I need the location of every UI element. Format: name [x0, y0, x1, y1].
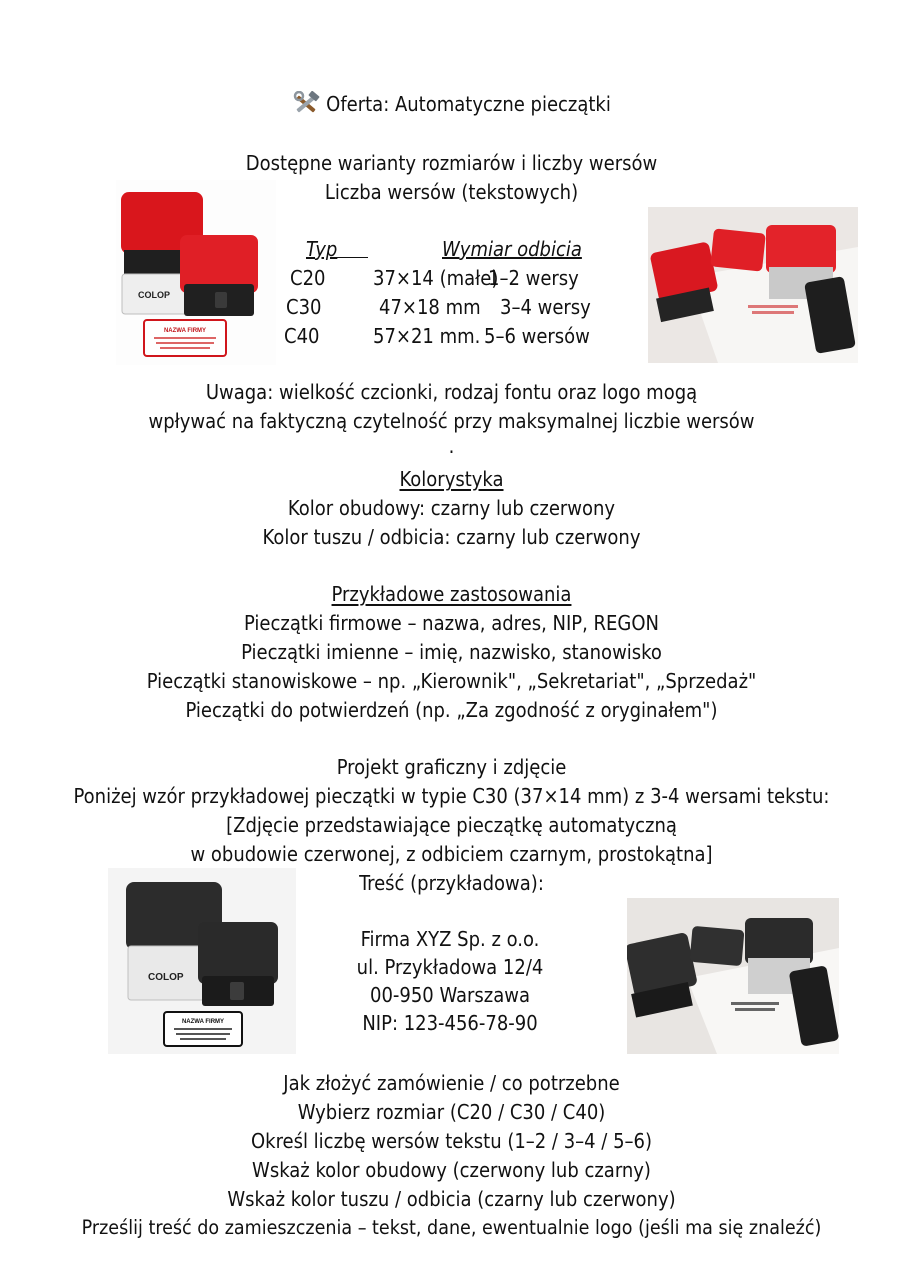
cell-type: C20 [290, 266, 326, 290]
note-line-1: Uwaga: wielkość czcionki, rodzaj fontu oraz logo mogą [205, 380, 698, 404]
cell-lines: 3–4 wersy [500, 295, 591, 319]
black-stamp-product-photo [108, 868, 296, 1054]
example-line: Firma XYZ Sp. z o.o. [360, 927, 540, 951]
cell-dimension: 57×21 mm. [373, 324, 481, 348]
cell-lines: 5–6 wersów [484, 324, 590, 348]
cell-type: C40 [284, 324, 320, 348]
use-item: Pieczątki imienne – imię, nazwisko, stanowisko [241, 640, 662, 664]
colop-logo-text: COLOP [138, 290, 171, 300]
variants-subheading: Liczba wersów (tekstowych) [324, 180, 579, 204]
table-header [290, 235, 620, 264]
project-line-3: w obudowie czerwonej, z odbiciem czarnym, prostokątna] [190, 842, 713, 866]
header-dimension: Wymiar odbicia [442, 237, 582, 261]
header-spacer [330, 235, 368, 258]
cell-dimension: 37×14 (małe) [373, 266, 499, 290]
impression-name: NAZWA FIRMY [181, 1019, 225, 1025]
size-variants-table [284, 235, 620, 351]
order-step: Wybierz rozmiar (C20 / C30 / C40) [297, 1100, 606, 1124]
use-item: Pieczątki do potwierdzeń (np. „Za zgodność z oryginałem") [185, 698, 718, 722]
table-row [286, 293, 620, 322]
use-item: Pieczątki stanowiskowe – np. „Kierownik", „Sekretariat", „Sprzedaż" [146, 669, 757, 693]
hammer-wrench-icon [292, 91, 322, 117]
colop-logo-text: COLOP [148, 972, 184, 983]
table-row [290, 264, 620, 293]
header-type: Typ [306, 237, 338, 261]
variants-heading: Dostępne warianty rozmiarów i liczby wersów [245, 151, 658, 175]
table-row [284, 322, 620, 351]
content-label: Treść (przykładowa): [359, 871, 544, 895]
note-dot: . [448, 434, 455, 458]
red-stamp-product-photo [116, 180, 276, 365]
example-stamp-text [300, 925, 600, 1037]
colors-heading: Kolorystyka [399, 467, 504, 491]
colors-ink: Kolor tuszu / odbicia: czarny lub czerwony [262, 525, 641, 549]
example-line: 00-950 Warszawa [370, 983, 530, 1007]
example-line: ul. Przykładowa 12/4 [356, 955, 544, 979]
cell-dimension: 47×18 mm [379, 295, 481, 319]
colors-housing: Kolor obudowy: czarny lub czerwony [287, 496, 616, 520]
example-line: NIP: 123-456-78-90 [362, 1011, 538, 1035]
project-line-2: [Zdjęcie przedstawiające pieczątkę automatyczną [226, 813, 677, 837]
black-stamps-on-paper-photo [627, 898, 839, 1054]
document-title [0, 90, 903, 118]
project-line-1: Poniżej wzór przykładowej pieczątki w typie C30 (37×14 mm) z 3-4 wersami tekstu: [73, 784, 830, 808]
order-step: Prześlij treść do zamieszczenia – tekst, dane, ewentualnie logo (jeśli ma się znaleźć) [81, 1216, 822, 1239]
order-step: Wskaż kolor tuszu / odbicia (czarny lub czerwony) [227, 1187, 676, 1211]
order-heading: Jak złożyć zamówienie / co potrzebne [283, 1071, 620, 1095]
note-line-2: wpływać na faktyczną czytelność przy maksymalnej liczbie wersów [148, 409, 755, 433]
cell-lines: 1–2 wersy [488, 266, 579, 290]
order-step: Wskaż kolor obudowy (czerwony lub czarny) [252, 1158, 651, 1182]
red-stamps-on-paper-photo [648, 207, 858, 363]
impression-name: NAZWA FIRMY [163, 328, 207, 334]
use-item: Pieczątki firmowe – nazwa, adres, NIP, REGON [244, 611, 659, 635]
order-step: Określ liczbę wersów tekstu (1–2 / 3–4 / 5–6) [250, 1129, 652, 1153]
project-heading: Projekt graficzny i zdjęcie [336, 755, 567, 779]
title-text: Oferta: Automatyczne pieczątki [326, 92, 611, 116]
cell-type: C30 [286, 295, 322, 319]
uses-heading: Przykładowe zastosowania [331, 582, 572, 606]
